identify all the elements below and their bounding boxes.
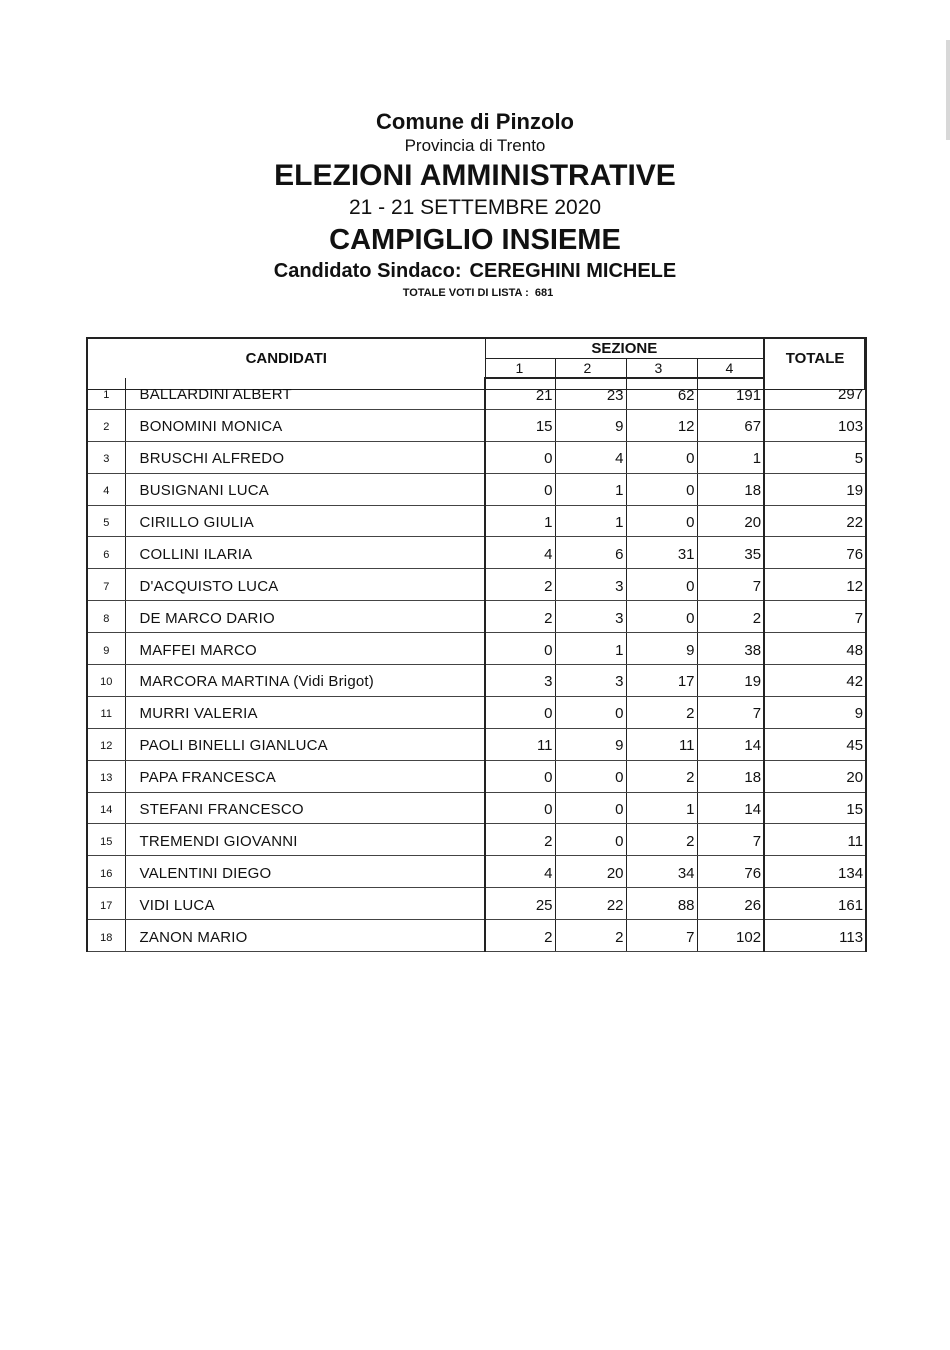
row-index: 3	[87, 441, 125, 473]
votes-sezione-1: 11	[485, 728, 555, 760]
table-row	[87, 665, 866, 697]
results-table	[86, 337, 867, 952]
list-name: CAMPIGLIO INSIEME	[329, 224, 621, 256]
row-index: 2	[87, 409, 125, 441]
candidate-name: PAPA FRANCESCA	[125, 760, 485, 792]
votes-sezione-4: 20	[697, 505, 764, 537]
votes-sezione-4: 14	[697, 728, 764, 760]
row-index: 15	[87, 824, 125, 856]
votes-totale: 134	[764, 856, 866, 888]
votes-totale: 48	[764, 633, 866, 665]
election-title: ELEZIONI AMMINISTRATIVE	[274, 159, 676, 192]
votes-sezione-2: 2	[555, 920, 626, 952]
candidate-name: CIRILLO GIULIA	[125, 505, 485, 537]
votes-totale: 5	[764, 441, 866, 473]
table-row	[87, 569, 866, 601]
votes-sezione-4: 102	[697, 920, 764, 952]
votes-sezione-3: 88	[626, 888, 697, 920]
votes-sezione-4: 7	[697, 824, 764, 856]
votes-sezione-1: 0	[485, 760, 555, 792]
row-index: 10	[87, 665, 125, 697]
votes-sezione-1: 15	[485, 409, 555, 441]
comune-title: Comune di Pinzolo	[376, 109, 574, 134]
mayor-candidate-label: Candidato Sindaco:	[273, 260, 462, 282]
table-row	[87, 378, 866, 409]
votes-sezione-2: 0	[555, 760, 626, 792]
votes-sezione-1: 0	[485, 792, 555, 824]
table-row	[87, 760, 866, 792]
candidate-name: BUSIGNANI LUCA	[125, 473, 485, 505]
document-header	[0, 108, 950, 302]
votes-sezione-1: 4	[485, 537, 555, 569]
mayor-candidate-line	[0, 258, 950, 284]
votes-sezione-2: 3	[555, 601, 626, 633]
row-index: 1	[87, 378, 125, 409]
votes-sezione-1: 25	[485, 888, 555, 920]
votes-sezione-4: 7	[697, 696, 764, 728]
candidate-name: VALENTINI DIEGO	[125, 856, 485, 888]
votes-sezione-2: 23	[555, 378, 626, 409]
votes-sezione-2: 22	[555, 888, 626, 920]
votes-sezione-2: 0	[555, 824, 626, 856]
votes-sezione-2: 1	[555, 473, 626, 505]
table-row	[87, 696, 866, 728]
votes-totale: 42	[764, 665, 866, 697]
provincia-subtitle: Provincia di Trento	[404, 136, 546, 155]
votes-sezione-3: 0	[626, 505, 697, 537]
votes-sezione-3: 2	[626, 824, 697, 856]
votes-sezione-1: 2	[485, 601, 555, 633]
votes-totale: 7	[764, 601, 866, 633]
votes-sezione-3: 62	[626, 378, 697, 409]
votes-sezione-2: 4	[555, 441, 626, 473]
votes-sezione-4: 191	[697, 378, 764, 409]
votes-sezione-4: 14	[697, 792, 764, 824]
votes-sezione-2: 20	[555, 856, 626, 888]
table-row	[87, 537, 866, 569]
votes-totale: 76	[764, 537, 866, 569]
votes-sezione-4: 35	[697, 537, 764, 569]
votes-sezione-3: 17	[626, 665, 697, 697]
votes-sezione-3: 12	[626, 409, 697, 441]
candidate-name: VIDI LUCA	[125, 888, 485, 920]
votes-totale: 11	[764, 824, 866, 856]
row-index: 16	[87, 856, 125, 888]
votes-sezione-1: 0	[485, 441, 555, 473]
row-index: 8	[87, 601, 125, 633]
votes-sezione-1: 1	[485, 505, 555, 537]
row-index: 11	[87, 696, 125, 728]
votes-sezione-3: 31	[626, 537, 697, 569]
candidate-name: BONOMINI MONICA	[125, 409, 485, 441]
table-row	[87, 856, 866, 888]
votes-sezione-3: 0	[626, 473, 697, 505]
votes-sezione-1: 2	[485, 824, 555, 856]
votes-sezione-1: 4	[485, 856, 555, 888]
candidate-name: MURRI VALERIA	[125, 696, 485, 728]
list-total-value: 681	[534, 287, 554, 299]
header-sezione-1: 1	[485, 359, 555, 379]
row-index: 7	[87, 569, 125, 601]
candidate-name: DE MARCO DARIO	[125, 601, 485, 633]
votes-sezione-1: 0	[485, 633, 555, 665]
votes-sezione-4: 2	[697, 601, 764, 633]
row-index: 13	[87, 760, 125, 792]
header-candidati: CANDIDATI	[87, 338, 485, 378]
votes-totale: 45	[764, 728, 866, 760]
votes-totale: 15	[764, 792, 866, 824]
votes-totale: 297	[764, 378, 866, 409]
candidate-name: ZANON MARIO	[125, 920, 485, 952]
candidate-name: BALLARDINI ALBERT	[125, 378, 485, 409]
votes-sezione-2: 0	[555, 696, 626, 728]
votes-sezione-2: 9	[555, 409, 626, 441]
votes-sezione-3: 2	[626, 696, 697, 728]
mayor-candidate-name: CEREGHINI MICHELE	[469, 260, 677, 282]
candidate-name: STEFANI FRANCESCO	[125, 792, 485, 824]
votes-sezione-3: 2	[626, 760, 697, 792]
votes-sezione-2: 1	[555, 633, 626, 665]
votes-sezione-3: 7	[626, 920, 697, 952]
row-index: 18	[87, 920, 125, 952]
votes-sezione-3: 0	[626, 601, 697, 633]
table-row	[87, 792, 866, 824]
votes-sezione-4: 26	[697, 888, 764, 920]
votes-totale: 19	[764, 473, 866, 505]
votes-sezione-3: 34	[626, 856, 697, 888]
votes-totale: 161	[764, 888, 866, 920]
votes-totale: 103	[764, 409, 866, 441]
election-date: 21 - 21 SETTEMBRE 2020	[348, 196, 602, 219]
votes-sezione-3: 1	[626, 792, 697, 824]
row-index: 4	[87, 473, 125, 505]
votes-sezione-4: 38	[697, 633, 764, 665]
votes-sezione-2: 9	[555, 728, 626, 760]
row-index: 9	[87, 633, 125, 665]
votes-sezione-4: 19	[697, 665, 764, 697]
candidate-name: COLLINI ILARIA	[125, 537, 485, 569]
table-row	[87, 441, 866, 473]
table-row	[87, 409, 866, 441]
candidate-name: BRUSCHI ALFREDO	[125, 441, 485, 473]
table-row	[87, 728, 866, 760]
votes-sezione-4: 7	[697, 569, 764, 601]
header-sezione-2: 2	[555, 359, 626, 379]
candidate-name: D'ACQUISTO LUCA	[125, 569, 485, 601]
header-sezione: SEZIONE	[485, 338, 764, 359]
votes-sezione-1: 0	[485, 696, 555, 728]
votes-totale: 113	[764, 920, 866, 952]
votes-totale: 20	[764, 760, 866, 792]
votes-totale: 22	[764, 505, 866, 537]
row-index: 14	[87, 792, 125, 824]
votes-sezione-4: 18	[697, 760, 764, 792]
table-row	[87, 473, 866, 505]
table-row	[87, 888, 866, 920]
candidate-name: TREMENDI GIOVANNI	[125, 824, 485, 856]
votes-sezione-4: 67	[697, 409, 764, 441]
row-index: 12	[87, 728, 125, 760]
votes-sezione-1: 3	[485, 665, 555, 697]
votes-sezione-2: 0	[555, 792, 626, 824]
votes-sezione-3: 0	[626, 569, 697, 601]
votes-sezione-2: 6	[555, 537, 626, 569]
votes-sezione-1: 2	[485, 569, 555, 601]
votes-sezione-3: 0	[626, 441, 697, 473]
votes-sezione-1: 0	[485, 473, 555, 505]
row-index: 6	[87, 537, 125, 569]
candidate-name: PAOLI BINELLI GIANLUCA	[125, 728, 485, 760]
votes-sezione-1: 21	[485, 378, 555, 409]
votes-sezione-4: 76	[697, 856, 764, 888]
header-sezione-3: 3	[626, 359, 697, 379]
votes-sezione-1: 2	[485, 920, 555, 952]
votes-sezione-2: 3	[555, 569, 626, 601]
votes-totale: 12	[764, 569, 866, 601]
row-index: 17	[87, 888, 125, 920]
table-row	[87, 601, 866, 633]
list-total-line	[6, 284, 950, 302]
votes-sezione-4: 18	[697, 473, 764, 505]
votes-sezione-3: 9	[626, 633, 697, 665]
votes-sezione-4: 1	[697, 441, 764, 473]
table-row	[87, 633, 866, 665]
table-row	[87, 920, 866, 952]
header-sezione-4: 4	[697, 359, 764, 379]
results-table-wrapper	[86, 337, 865, 952]
table-row	[87, 824, 866, 856]
votes-totale: 9	[764, 696, 866, 728]
row-index: 5	[87, 505, 125, 537]
table-row	[87, 505, 866, 537]
votes-sezione-2: 1	[555, 505, 626, 537]
votes-sezione-2: 3	[555, 665, 626, 697]
votes-sezione-3: 11	[626, 728, 697, 760]
list-total-label: TOTALE VOTI DI LISTA :	[402, 287, 529, 299]
candidate-name: MAFFEI MARCO	[125, 633, 485, 665]
header-totale: TOTALE	[764, 338, 866, 378]
candidate-name: MARCORA MARTINA (Vidi Brigot)	[125, 665, 485, 697]
